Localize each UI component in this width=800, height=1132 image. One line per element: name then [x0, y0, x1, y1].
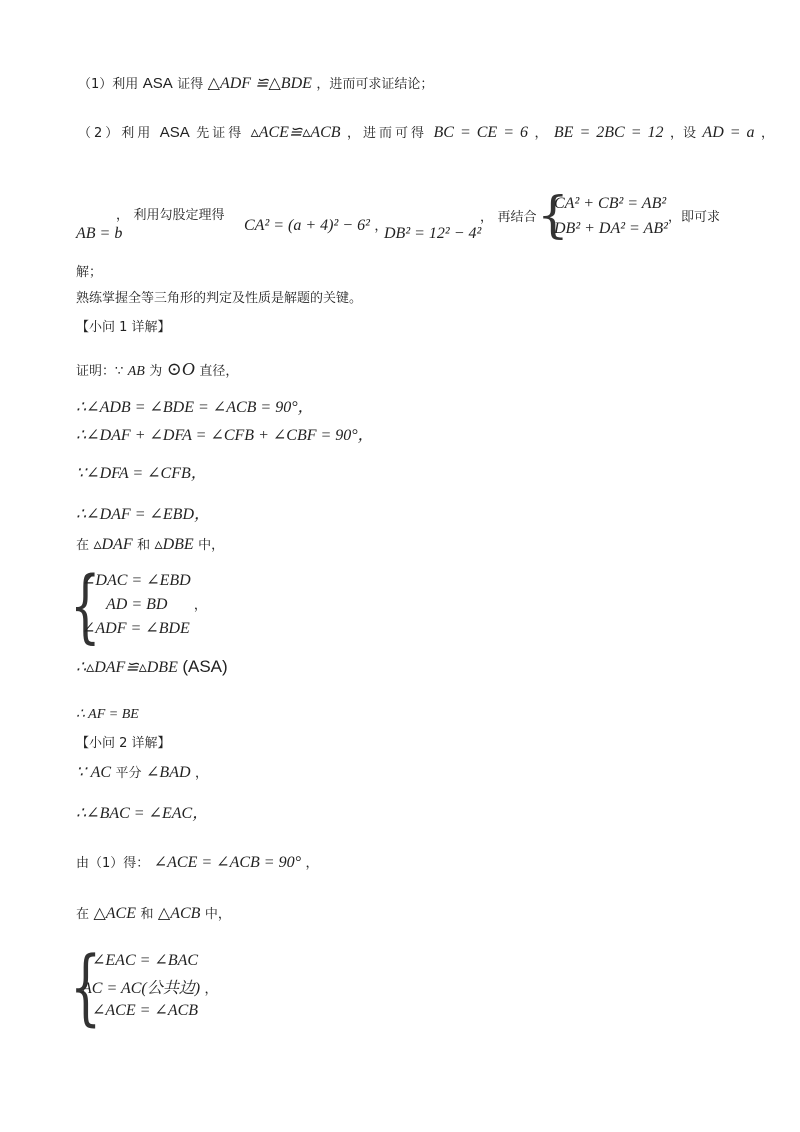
proof-1-triangle-dbe: ▵DBE [154, 536, 194, 553]
proof-2-line-2: ∴∠BAC = ∠EAC， [76, 805, 209, 822]
hint-2-mid2: ，进而可得 [347, 126, 428, 141]
hint-3-sys-eq-2: DB² + DA² = AB² [554, 220, 668, 237]
proof-1-intro-c: 直径， [199, 364, 239, 379]
hint-3-sys-eq-1: CA² + CB² = AB² [554, 195, 667, 212]
hint-3-db2-eq: DB² = 12² − 4² [384, 225, 482, 242]
proof-1-intro [76, 360, 238, 379]
hint-1-suffix: ，进而可求证结论； [316, 77, 434, 92]
proof-1-line-5-a: 在 [76, 538, 90, 553]
proof-1-intro-a: 证明：∵ [76, 364, 124, 379]
proof-1-sys-eq-3: ∠ADF = ∠BDE [82, 620, 190, 637]
proof-2-line-4-a: 在 [76, 907, 90, 922]
proof-1-intro-b: 为 [149, 364, 163, 379]
hint-3-ca2 [244, 218, 387, 234]
proof-2-line-4-b: 和 [140, 907, 154, 922]
hint-2-asa: ASA [159, 124, 190, 141]
hint-3-sys-row-1 [554, 195, 666, 213]
hint-2-eq-be: BE = 2BC = 12 [553, 124, 664, 141]
proof-1-congruence: ∴▵DAF≌▵DBE [76, 659, 178, 676]
hint-2-sep: ， [534, 126, 548, 141]
hint-3-comma2: ， [374, 219, 388, 234]
key-point: 熟练掌握全等三角形的判定及性质是解题的关键。 [76, 291, 363, 306]
proof-2-triangle-ace: △ACE [93, 905, 136, 922]
hint-3-db2 [384, 226, 481, 242]
proof-2-sys-eq-1: ∠EAC = ∠BAC [92, 952, 199, 969]
hint-1-asa: ASA [142, 75, 173, 92]
proof-2-line-3 [76, 855, 318, 871]
proof-1-line-4: ∴∠DAF = ∠EBD， [76, 506, 210, 523]
proof-1-sys-comma: ， [193, 598, 207, 613]
hint-2-mid3: ，设 [669, 126, 696, 141]
proof-1-line-5-c: 中， [198, 538, 225, 553]
proof-2-because: ∵ [76, 764, 87, 781]
hint-3-part3 [668, 210, 720, 224]
proof-2-line-3-eq: ∠ACE = ∠ACB = 90° [153, 854, 301, 871]
proof-2-line-1 [76, 765, 208, 781]
proof-1-intro-ab: AB [127, 364, 145, 379]
proof-1-sys-eq-1: ∠DAC = ∠EBD [82, 572, 191, 589]
proof-1-asa: (ASA) [182, 657, 228, 676]
proof-1-line-5-b: 和 [137, 538, 151, 553]
hint-4: 解； [76, 265, 103, 280]
proof-1-circle: ⊙O [166, 359, 195, 379]
hint-2-eq-bc-ce: BC = CE = 6 [433, 124, 528, 141]
proof-2-sys-row-3 [92, 1000, 198, 1020]
proof-2-sys-row-2 [82, 975, 218, 998]
hint-3-sys-row-2 [554, 220, 668, 238]
hint-2-eq-ad: AD = a [702, 124, 755, 141]
proof-1-brace: { [70, 559, 101, 652]
proof-2-line-3-b: ， [305, 856, 319, 871]
hint-3-ab-eq: AB = b [76, 225, 123, 242]
hint-1 [78, 76, 433, 92]
proof-2-brace: { [70, 940, 102, 1035]
proof-2-line-1-b: 平分 [115, 766, 142, 781]
hint-3-comma3: ， [480, 210, 494, 225]
hint-3-ca2-eq: CA² = (a + 4)² − 6² [244, 217, 370, 234]
proof-1-line-1: ∴∠ADB = ∠BDE = ∠ACB = 90°， [76, 399, 314, 416]
proof-1-sys-row-3 [82, 618, 190, 638]
hint-3-ab [76, 226, 122, 242]
hint-3-comma1: ， [116, 208, 130, 223]
hint-1-congruence: △ADF ≌△BDE [207, 75, 312, 92]
proof-2-line-4-c: 中， [204, 907, 231, 922]
proof-1-line-3: ∵∠DFA = ∠CFB， [76, 465, 207, 482]
hint-2-congruence: ▵ACE≌▵ACB [250, 124, 341, 141]
proof-2-line-1-c: ， [194, 766, 208, 781]
proof-1-line-6 [76, 658, 228, 676]
proof-1-triangle-daf: ▵DAF [93, 536, 133, 553]
proof-1-line-2: ∴∠DAF + ∠DFA = ∠CFB + ∠CBF = 90°， [76, 427, 374, 444]
section-heading-1: 【小问 1 详解】 [76, 320, 171, 335]
proof-1-line-5 [76, 537, 224, 553]
proof-2-ac: AC [90, 764, 112, 781]
hint-2 [78, 125, 774, 141]
hint-2-mid: 先证得 [196, 126, 245, 141]
hint-2-prefix: （2）利用 [78, 126, 154, 141]
proof-1-line-7: ∴ AF = BE [76, 707, 139, 722]
proof-2-sys-eq-2: AC = AC(公共边) [82, 980, 201, 997]
hint-3-brace: { [537, 186, 569, 244]
proof-2-sys-comma: ， [204, 982, 218, 997]
proof-2-triangle-acb: △ACB [157, 905, 201, 922]
hint-3-part1 [116, 208, 224, 222]
proof-1-sys-eq-2: AD = BD [106, 596, 168, 613]
proof-2-sys-eq-3: ∠ACE = ∠ACB [92, 1002, 199, 1019]
hint-3-text2: 再结合 [497, 210, 537, 225]
proof-1-sys-row-1 [82, 570, 191, 590]
hint-3-text1: 利用勾股定理得 [133, 208, 225, 223]
proof-2-line-3-a: 由（1）得： [76, 856, 150, 871]
proof-2-sys-row-1 [92, 950, 198, 970]
proof-2-angle-bad: ∠BAD [146, 764, 191, 781]
proof-1-sys-row-2 [106, 594, 207, 614]
hint-2-end: ， [761, 126, 775, 141]
proof-2-line-4 [76, 906, 231, 922]
hint-1-prefix: （1）利用 [78, 77, 139, 92]
section-heading-2: 【小问 2 详解】 [76, 736, 171, 751]
hint-3-text3: ，即可求 [668, 210, 721, 225]
hint-1-mid: 证得 [177, 77, 204, 92]
hint-3-part2 [480, 210, 536, 224]
